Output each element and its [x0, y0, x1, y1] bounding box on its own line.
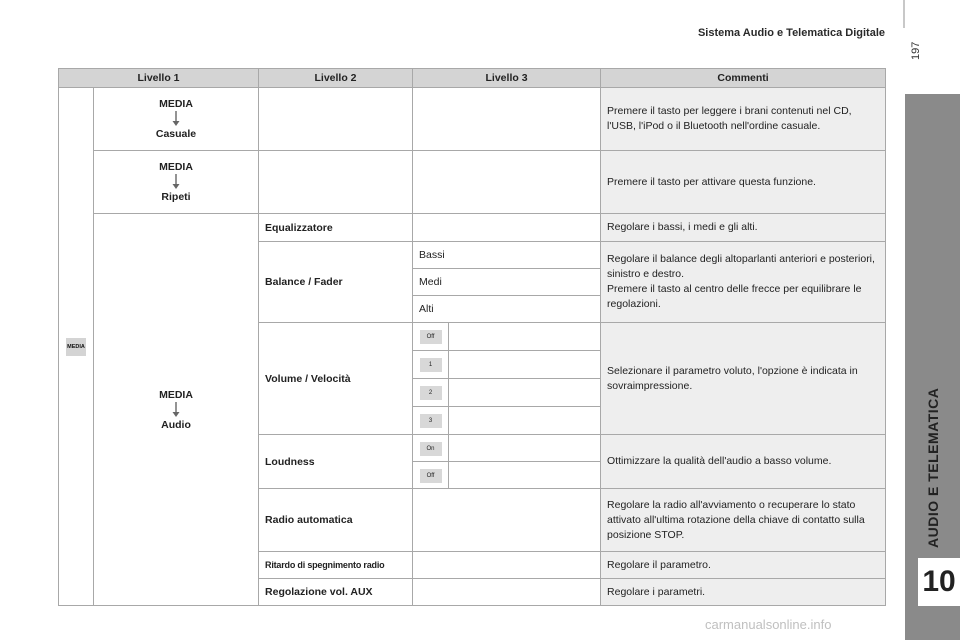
casuale-bottom-label: Casuale — [155, 128, 197, 140]
empty-cell — [449, 462, 601, 489]
level1-cell — [59, 88, 94, 606]
empty-cell — [413, 214, 601, 242]
empty-cell — [449, 379, 601, 407]
balance-comment-1: Regolare il balance degli altoparlanti anteriori e posteriori, sinistro e destro. — [607, 253, 875, 280]
menu-table — [58, 68, 886, 606]
chapter-number: 10 — [918, 558, 960, 606]
section-title: AUDIO E TELEMATICA — [925, 387, 941, 548]
page-number: 197 — [910, 41, 922, 60]
balance-option-medi: Medi — [413, 269, 601, 296]
volume-option-cell — [413, 323, 449, 351]
table-row — [59, 151, 886, 214]
table-header-row — [59, 69, 886, 88]
loudness-comment: Ottimizzare la qualità dell'audio a basso volume. — [601, 435, 886, 489]
casuale-cell — [94, 88, 259, 151]
empty-cell — [413, 88, 601, 151]
balance-comment-2: Premere il tasto al centro delle frecce per equilibrare le regolazioni. — [607, 283, 862, 310]
balance-comment — [601, 242, 886, 323]
header-commenti: Commenti — [601, 69, 886, 88]
arrow-down-icon — [171, 173, 181, 191]
page-header-title: Sistema Audio e Telematica Digitale — [697, 27, 885, 39]
volume-comment: Selezionare il parametro voluto, l'opzione è indicata in sovraimpressione. — [601, 323, 886, 435]
header-livello-1: Livello 1 — [59, 69, 259, 88]
radio-automatica-label: Radio automatica — [259, 489, 413, 552]
casuale-comment: Premere il tasto per leggere i brani contenuti nel CD, l'USB, l'iPod o il Bluetooth nell'ordine casuale. — [601, 88, 886, 151]
volume-option-cell — [413, 407, 449, 435]
option-1-icon: 1 — [420, 358, 442, 372]
ritardo-label: Ritardo di spegnimento radio — [259, 552, 413, 579]
balance-option-bassi: Bassi — [413, 242, 601, 269]
loudness-option-cell — [413, 435, 449, 462]
loudness-label: Loudness — [259, 435, 413, 489]
ritardo-comment: Regolare il parametro. — [601, 552, 886, 579]
header-livello-2: Livello 2 — [259, 69, 413, 88]
option-off-icon: Off — [420, 469, 442, 483]
table-row — [59, 88, 886, 151]
balance-label: Balance / Fader — [259, 242, 413, 323]
arrow-down-icon — [171, 401, 181, 419]
option-on-icon: On — [420, 442, 442, 456]
empty-cell — [413, 151, 601, 214]
radio-automatica-comment: Regolare la radio all'avviamento o recuperare lo stato attivato all'ultima rotazione della chiave di contatto sulla posizione STOP. — [601, 489, 886, 552]
volume-option-cell — [413, 379, 449, 407]
empty-cell — [413, 552, 601, 579]
header-divider — [903, 0, 905, 28]
watermark: carmanualsonline.info — [705, 617, 832, 632]
volume-label: Volume / Velocità — [259, 323, 413, 435]
equalizzatore-label: Equalizzatore — [259, 214, 413, 242]
ripeti-comment: Premere il tasto per attivare questa funzione. — [601, 151, 886, 214]
audio-bottom-label: Audio — [161, 418, 191, 431]
option-off-icon: Off — [420, 330, 442, 344]
empty-cell — [449, 351, 601, 379]
empty-cell — [449, 323, 601, 351]
regolazione-aux-label: Regolazione vol. AUX — [259, 579, 413, 606]
audio-cell — [94, 214, 259, 606]
audio-top-label: MEDIA — [159, 388, 193, 401]
option-2-icon: 2 — [420, 386, 442, 400]
arrow-down-icon — [171, 110, 181, 128]
header-livello-3: Livello 3 — [413, 69, 601, 88]
empty-cell — [449, 435, 601, 462]
media-button-icon: MEDIA — [66, 338, 86, 356]
empty-cell — [413, 579, 601, 606]
empty-cell — [259, 88, 413, 151]
empty-cell — [413, 489, 601, 552]
empty-cell — [449, 407, 601, 435]
loudness-option-cell — [413, 462, 449, 489]
casuale-top-label: MEDIA — [159, 98, 193, 110]
ripeti-cell — [94, 151, 259, 214]
option-3-icon: 3 — [420, 414, 442, 428]
ripeti-bottom-label: Ripeti — [161, 191, 191, 203]
regolazione-aux-comment: Regolare i parametri. — [601, 579, 886, 606]
ripeti-top-label: MEDIA — [159, 161, 193, 173]
balance-option-alti: Alti — [413, 296, 601, 323]
table-row — [59, 214, 886, 242]
empty-cell — [259, 151, 413, 214]
equalizzatore-comment: Regolare i bassi, i medi e gli alti. — [601, 214, 886, 242]
volume-option-cell — [413, 351, 449, 379]
